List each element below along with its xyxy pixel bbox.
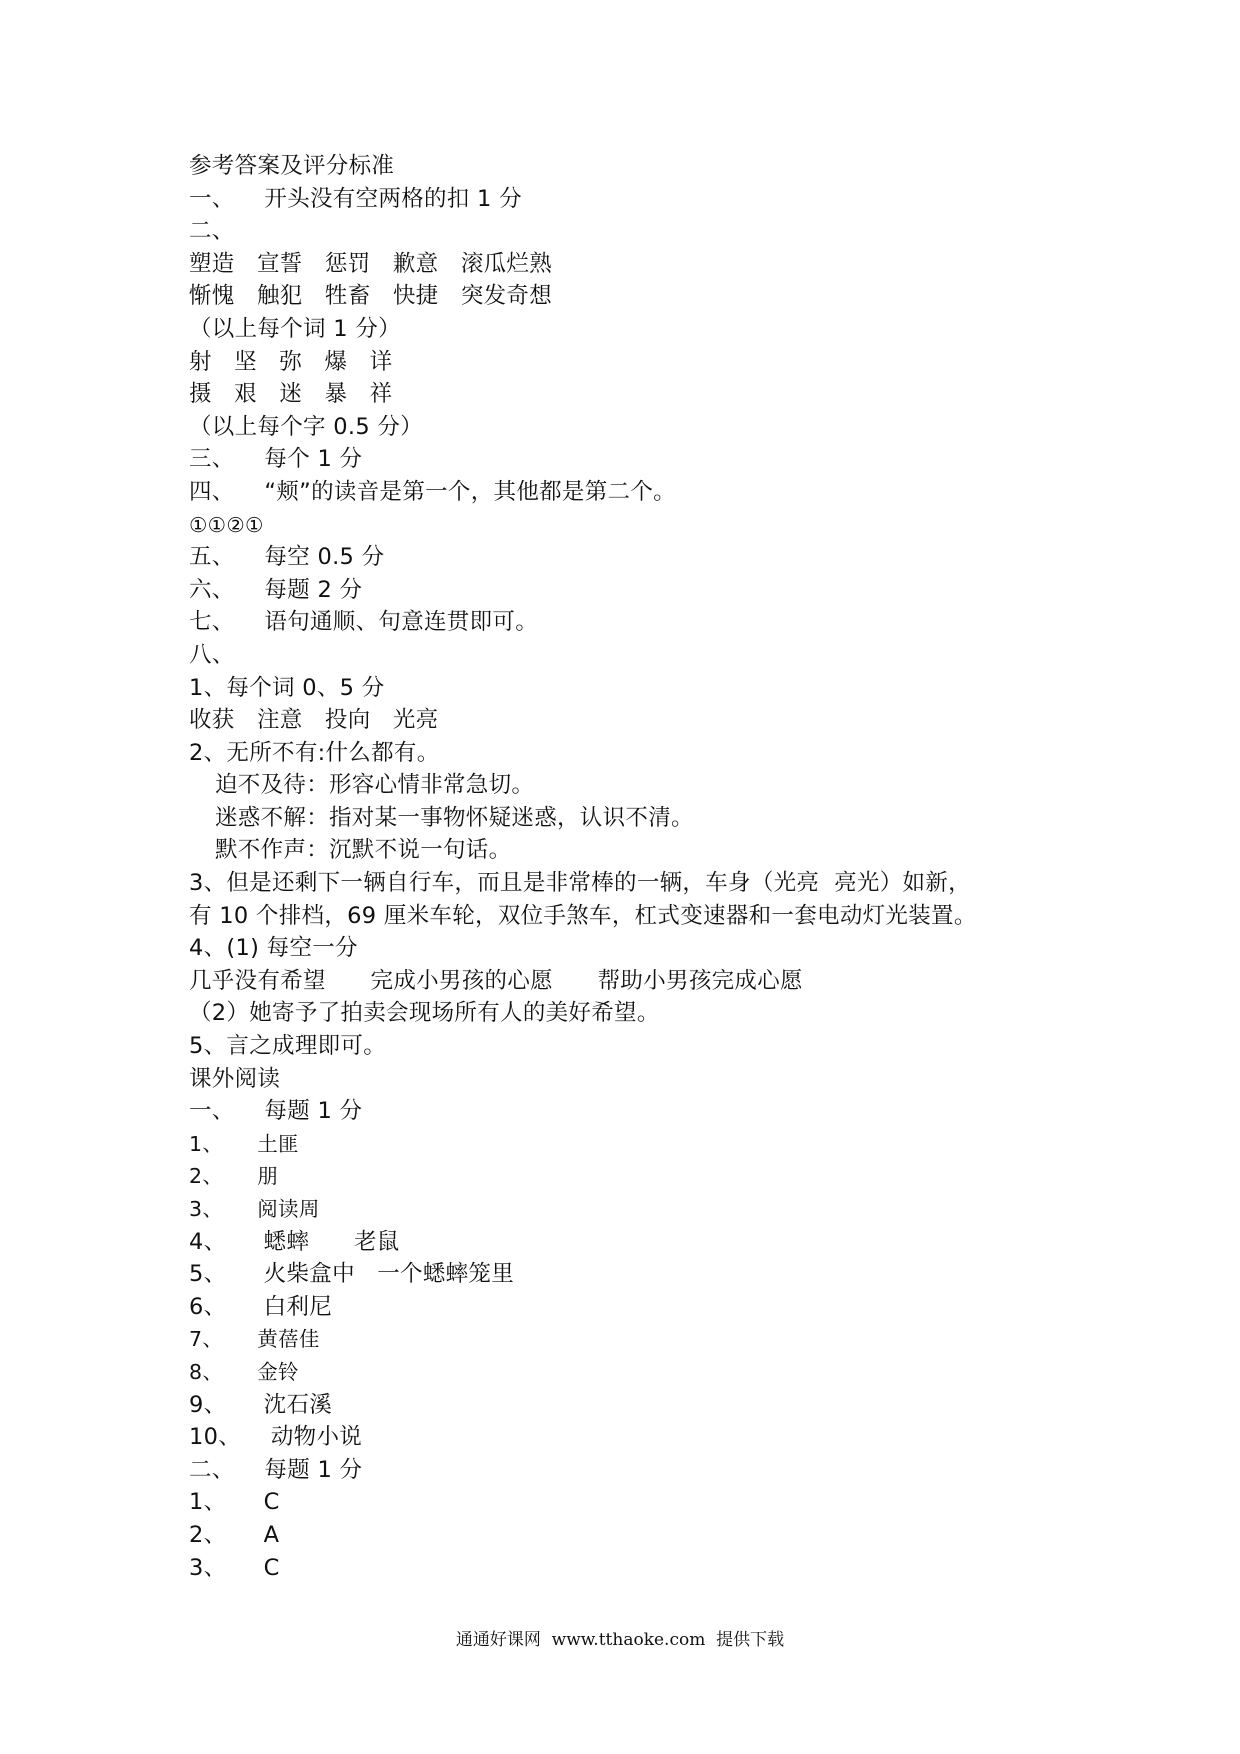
q8-5: 5、言之成理即可。 xyxy=(189,1033,387,1060)
section-6: 六、 每题 2 分 xyxy=(189,576,363,603)
extra-reading-heading: 课外阅读 xyxy=(189,1065,281,1092)
section-2-heading: 二、 xyxy=(189,218,235,245)
section-1: 一、 开头没有空两格的扣 1 分 xyxy=(189,185,522,212)
q8-3-line-2: 有 10 个排档，69 厘米车轮，双位手煞车，杠式变速器和一套电动灯光装置。 xyxy=(189,902,977,929)
extra-item-10: 10、 动物小说 xyxy=(189,1424,363,1451)
q8-2: 2、无所不有:什么都有。 xyxy=(189,739,440,766)
char-row-2: 摄 艰 迷 暴 祥 xyxy=(189,381,393,408)
word-row-2: 惭愧 触犯 牲畜 快捷 突发奇想 xyxy=(189,283,553,310)
extra-item-1: 1、 土匪 xyxy=(189,1131,299,1156)
section-5: 五、 每空 0.5 分 xyxy=(189,544,385,571)
q8-2-def-2: 迷惑不解：指对某一事物怀疑迷惑，认识不清。 xyxy=(215,804,694,831)
section-4: 四、 “颊”的读音是第一个，其他都是第二个。 xyxy=(189,478,676,505)
q8-2-def-1: 迫不及待：形容心情非常急切。 xyxy=(215,772,535,799)
extra-item-7: 7、 黄蓓佳 xyxy=(189,1327,320,1352)
extra-item-5: 5、 火柴盒中 一个蟋蟀笼里 xyxy=(189,1261,515,1288)
answer-document xyxy=(189,150,1149,1584)
q8-1-words: 收获 注意 投向 光亮 xyxy=(189,707,439,734)
extra-item-3: 3、 阅读周 xyxy=(189,1197,320,1221)
extra-section-1: 一、 每题 1 分 xyxy=(189,1098,363,1125)
extra-item-8: 8、 金铃 xyxy=(189,1359,299,1384)
extra-section-2-item-1: 1、 C xyxy=(189,1489,280,1516)
word-score-note: （以上每个词 1 分） xyxy=(189,315,401,342)
section-4-answers: ①①②① xyxy=(189,512,264,537)
extra-item-9: 9、 沈石溪 xyxy=(189,1391,333,1418)
q8-4-1: 4、(1) 每空一分 xyxy=(189,935,358,962)
word-row-1: 塑造 宣誓 惩罚 歉意 滚瓜烂熟 xyxy=(189,250,553,277)
q8-2-def-3: 默不作声：沉默不说一句话。 xyxy=(215,837,512,864)
extra-section-2-item-2: 2、 A xyxy=(189,1521,280,1548)
char-row-1: 射 坚 弥 爆 详 xyxy=(189,348,393,375)
extra-item-2: 2、 朋 xyxy=(189,1164,279,1189)
extra-section-2-item-3: 3、 C xyxy=(189,1554,280,1581)
char-score-note: （以上每个字 0.5 分） xyxy=(189,413,423,440)
page-footer: 通通好课网 www.tthaoke.com 提供下载 xyxy=(455,1630,785,1650)
extra-item-6: 6、 白利尼 xyxy=(189,1293,333,1320)
section-3: 三、 每个 1 分 xyxy=(189,446,363,473)
q8-1: 1、每个词 0、5 分 xyxy=(189,674,385,701)
extra-section-2: 二、 每题 1 分 xyxy=(189,1456,363,1483)
q8-4-2: （2）她寄予了拍卖会现场所有人的美好希望。 xyxy=(189,1000,660,1027)
section-7: 七、 语句通顺、句意连贯即可。 xyxy=(189,609,539,636)
extra-item-4: 4、 蟋蟀 老鼠 xyxy=(189,1228,400,1255)
q8-4-1-answers: 几乎没有希望 完成小男孩的心愿 帮助小男孩完成心愿 xyxy=(189,967,803,994)
document-title: 参考答案及评分标准 xyxy=(189,153,395,179)
section-8-heading: 八、 xyxy=(189,641,235,668)
q8-3-line-1: 3、但是还剩下一辆自行车，而且是非常棒的一辆，车身（光亮 亮光）如新， xyxy=(189,870,971,897)
